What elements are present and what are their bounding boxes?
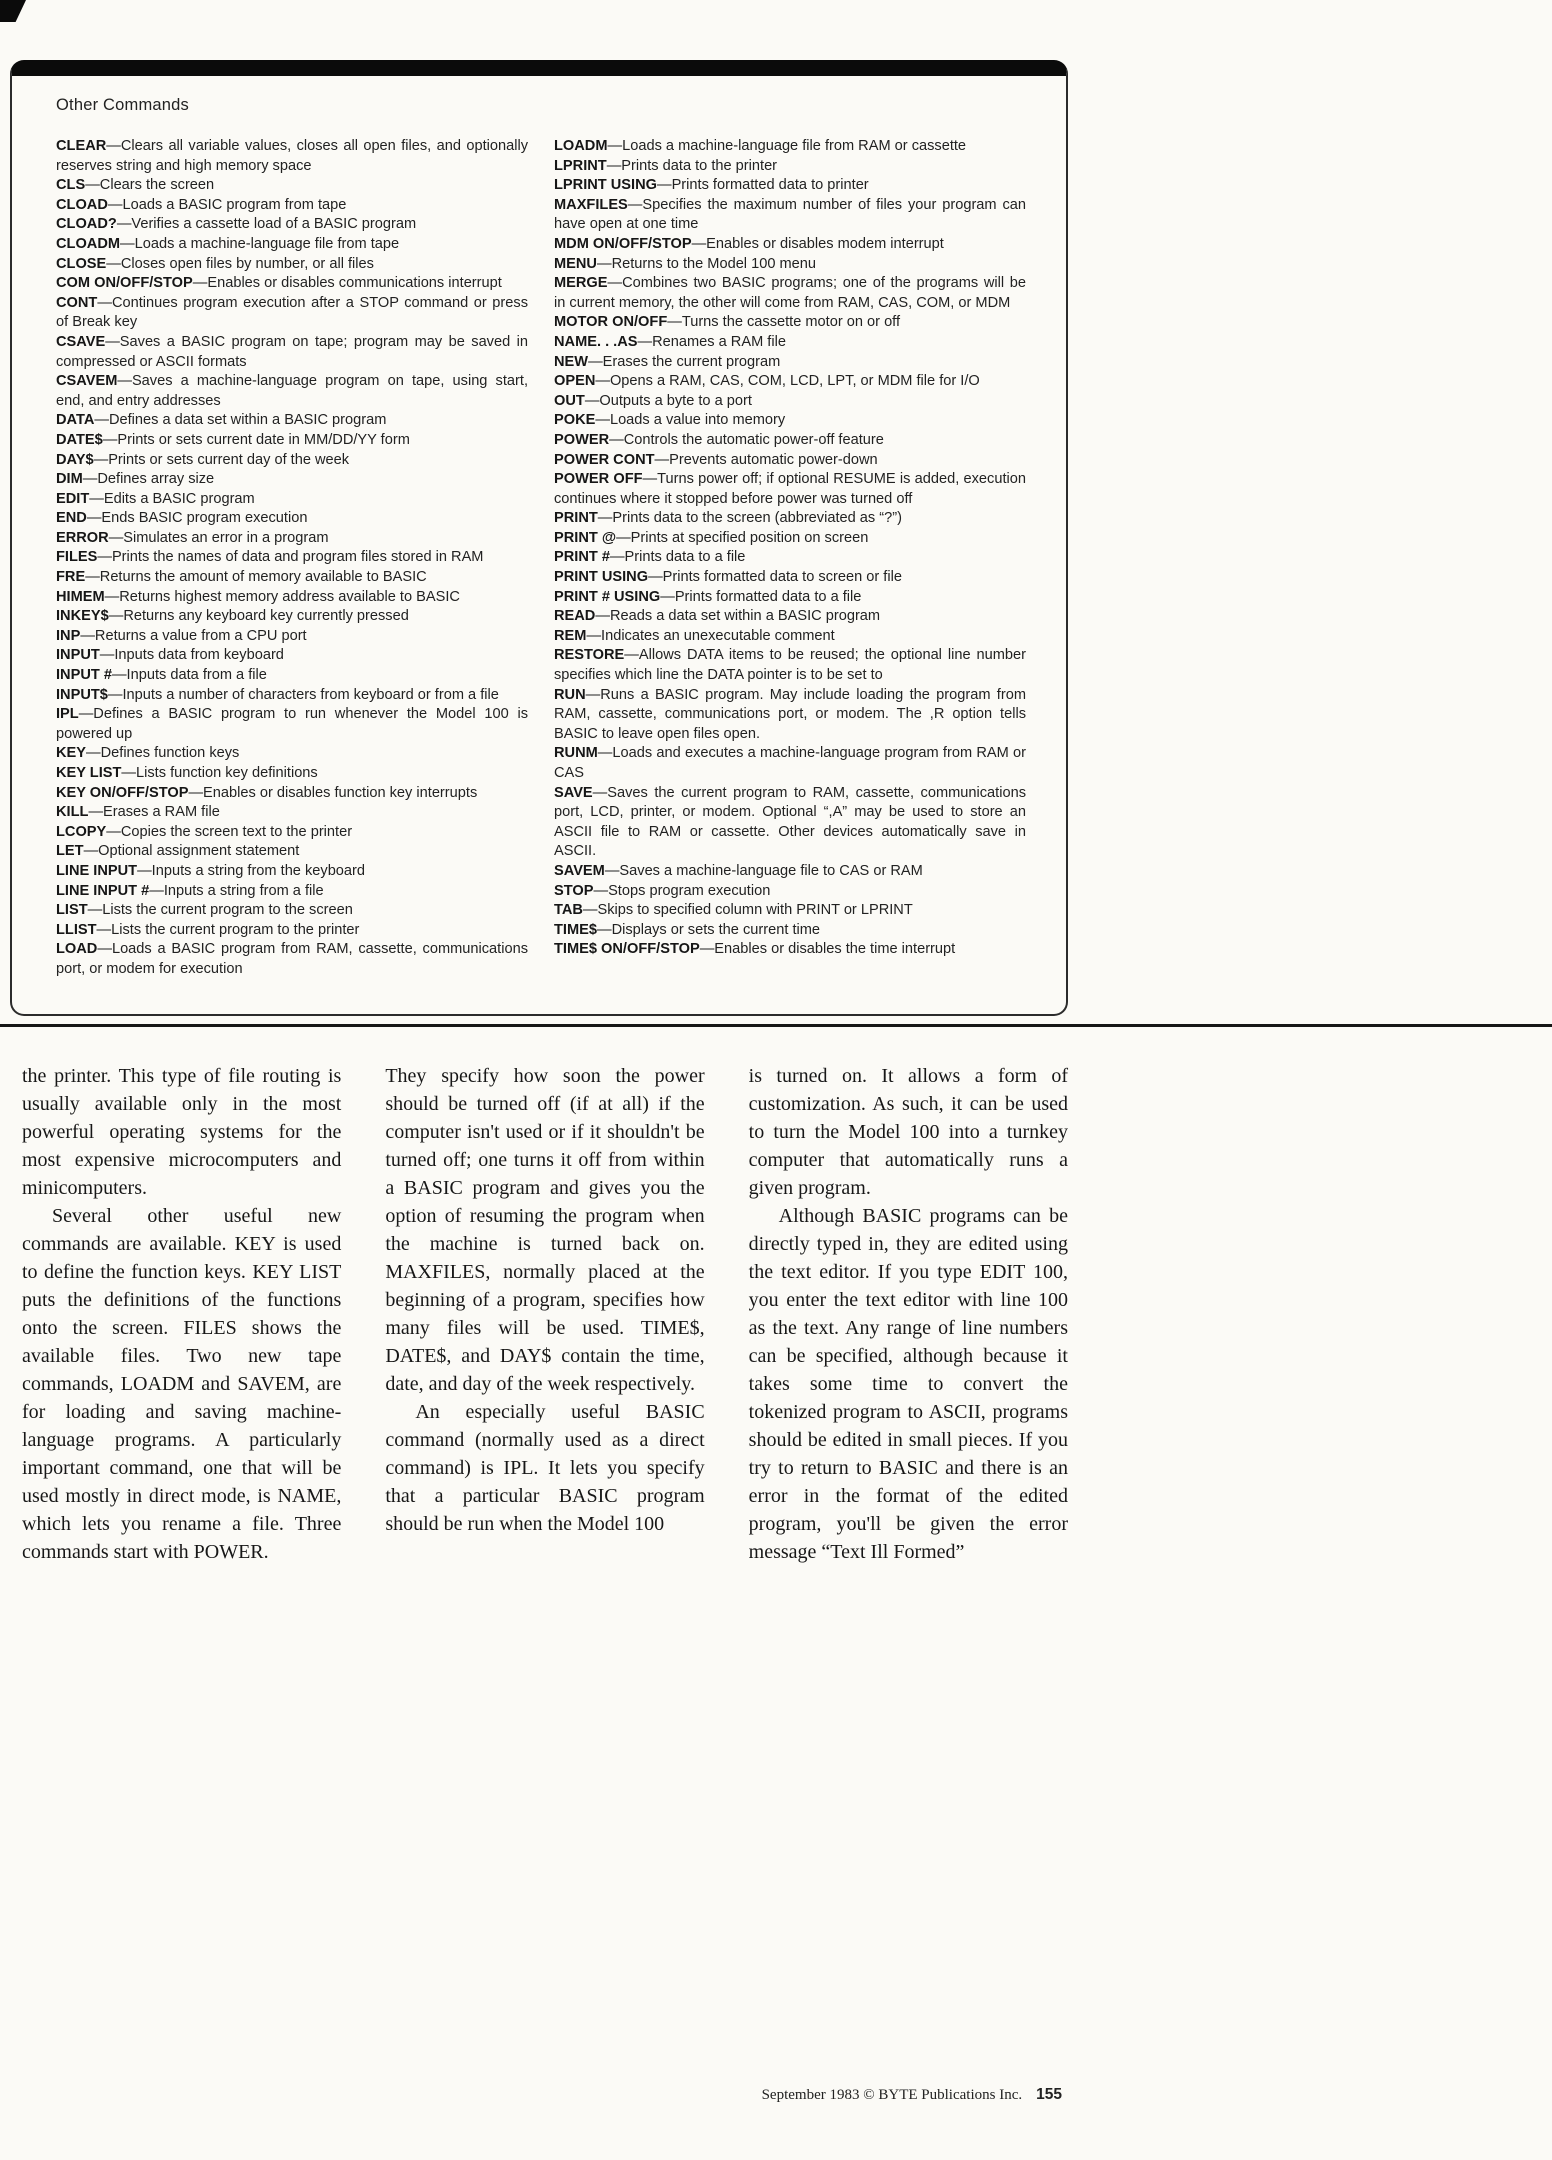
command-description: —Saves a BASIC program on tape; program may be saved in compressed or ASCII formats <box>56 333 528 370</box>
command-description: —Returns highest memory address available to BASIC <box>104 588 460 605</box>
command-name: RUNM <box>554 745 598 762</box>
command-description: —Prints formatted data to screen or file <box>648 569 902 586</box>
command-entry <box>56 862 528 882</box>
command-name: LCOPY <box>56 823 107 840</box>
command-entry <box>554 607 1026 627</box>
command-description: —Inputs data from keyboard <box>99 647 284 664</box>
command-description: —Skips to specified column with PRINT or LPRINT <box>582 902 913 919</box>
command-name: TAB <box>554 902 583 919</box>
command-entry <box>554 333 1026 353</box>
command-entry <box>56 255 528 275</box>
command-name: CONT <box>56 294 98 311</box>
command-description: —Opens a RAM, CAS, COM, LCD, LPT, or MDM file for I/O <box>595 373 980 390</box>
command-name: KEY <box>56 745 87 762</box>
command-entry <box>554 529 1026 549</box>
command-name: IPL <box>56 706 79 723</box>
command-description: —Loads a machine-language file from RAM or cassette <box>607 138 967 154</box>
command-entry <box>56 451 528 471</box>
command-entry <box>56 901 528 921</box>
command-name: CLEAR <box>56 138 107 154</box>
command-description: —Defines a data set within a BASIC program <box>94 412 387 429</box>
command-name: SAVEM <box>554 862 605 879</box>
command-entry <box>56 509 528 529</box>
command-name: READ <box>554 608 596 625</box>
command-entry <box>56 235 528 255</box>
command-entry <box>56 940 528 979</box>
command-entry <box>56 882 528 902</box>
paragraph: Although BASIC programs can be directly typed in, they are edited using the text editor. If you type EDIT 100, you enter the text editor with line 100 as the text. Any range of line numbers can be specified, although because it takes some time to convert the tokenized program to ASCII, programs should be edited in small pieces. If you try to return to BASIC and there is an error in the format of the edited program, you'll be given the error message “Text Ill Formed” <box>748 1205 1068 1563</box>
command-name: MDM ON/OFF/STOP <box>554 235 692 252</box>
command-name: FRE <box>56 569 86 586</box>
command-description: —Optional assignment statement <box>83 843 300 860</box>
command-name: MOTOR ON/OFF <box>554 314 668 331</box>
command-entry <box>554 921 1026 941</box>
command-entry <box>56 215 528 235</box>
command-entry <box>56 607 528 627</box>
command-entry <box>554 411 1026 431</box>
command-name: DATE$ <box>56 431 103 448</box>
command-description: —Clears the screen <box>85 177 215 194</box>
command-entry <box>554 744 1026 783</box>
command-name: DATA <box>56 412 95 429</box>
command-description: —Prints data to the screen (abbreviated as “?”) <box>597 510 902 527</box>
command-entry <box>56 921 528 941</box>
command-entry <box>56 411 528 431</box>
command-name: HIMEM <box>56 588 105 605</box>
command-description: —Lists the current program to the screen <box>87 902 353 919</box>
command-name: PRINT USING <box>554 569 649 586</box>
command-name: OUT <box>554 392 585 409</box>
command-name: LPRINT USING <box>554 177 657 194</box>
command-list-left <box>56 137 528 980</box>
command-entry <box>554 176 1026 196</box>
command-entry <box>56 548 528 568</box>
command-entry <box>56 333 528 372</box>
command-description: —Enables or disables function key interrupts <box>188 784 478 801</box>
command-description: —Returns the amount of memory available to BASIC <box>85 569 427 586</box>
command-description: —Defines array size <box>82 471 215 488</box>
command-description: —Closes open files by number, or all files <box>106 255 374 272</box>
command-entry <box>56 196 528 216</box>
command-entry <box>554 509 1026 529</box>
scan-artifact <box>0 0 26 22</box>
command-name: POWER OFF <box>554 471 643 488</box>
article-column-2 <box>385 1062 704 1566</box>
command-name: CLS <box>56 177 86 194</box>
paragraph: They specify how soon the power should be turned off (if at all) if the computer isn't used or if it shouldn't be turned off; one turns it off from within a BASIC program and gives you the option of resuming the program when the machine is turned back on. MAXFILES, normally placed at the beginning of a program, specifies how many files will be used. TIME$, DATE$, and DAY$ contain the time, date, and day of the week respectively. <box>385 1065 705 1395</box>
command-description: —Edits a BASIC program <box>89 490 255 507</box>
command-name: COM ON/OFF/STOP <box>56 275 193 292</box>
command-name: RESTORE <box>554 647 625 664</box>
command-description: —Ends BASIC program execution <box>86 510 308 527</box>
command-list-right <box>554 137 1026 980</box>
command-description: —Renames a RAM file <box>637 333 786 350</box>
command-name: POKE <box>554 412 596 429</box>
command-entry <box>554 882 1026 902</box>
command-name: MENU <box>554 255 597 272</box>
command-description: —Loads a value into memory <box>595 412 786 429</box>
paragraph: the printer. This type of file routing is usually available only in the most powerful operating systems for the most expensive microcomputers and minicomputers. <box>22 1065 342 1199</box>
command-name: PRINT # <box>554 549 610 566</box>
section-divider <box>0 1024 1552 1027</box>
command-entry <box>56 784 528 804</box>
command-name: OPEN <box>554 373 596 390</box>
command-description: —Controls the automatic power-off feature <box>609 431 884 448</box>
command-entry <box>554 470 1026 509</box>
command-entry <box>554 784 1026 862</box>
paragraph: Several other useful new commands are available. KEY is used to define the function keys. KEY LIST puts the definitions of the functions onto the screen. FILES shows the available files. Two new tape commands, LOADM and SAVEM, are for loading and saving machine-language programs. A particularly important command, one that will be used mostly in direct mode, is NAME, which lets you rename a file. Three commands start with POWER. <box>22 1205 342 1563</box>
footer-text: September 1983 © BYTE Publications Inc. <box>761 2087 1023 2103</box>
command-description: —Continues program execution after a STOP command or press of Break key <box>56 294 528 331</box>
command-entry <box>554 568 1026 588</box>
command-name: CLOADM <box>56 235 121 252</box>
command-description: —Inputs a string from a file <box>149 882 324 899</box>
command-description: —Inputs data from a file <box>111 667 267 684</box>
paragraph: is turned on. It allows a form of customization. As such, it can be used to turn the Model 100 into a turnkey computer that automatically runs a given program. <box>748 1065 1068 1199</box>
command-entry <box>554 372 1026 392</box>
command-entry <box>554 137 1026 157</box>
command-entry <box>554 588 1026 608</box>
command-entry <box>554 313 1026 333</box>
command-entry <box>56 842 528 862</box>
command-description: —Turns the cassette motor on or off <box>667 314 901 331</box>
command-name: LPRINT <box>554 157 607 174</box>
command-description: —Saves a machine-language file to CAS or RAM <box>604 862 923 879</box>
command-entry <box>56 294 528 333</box>
command-description: —Returns any keyboard key currently pressed <box>108 608 409 625</box>
command-name: LOAD <box>56 941 98 958</box>
command-name: KEY LIST <box>56 765 122 781</box>
command-description: —Saves a machine-language program on tape, using start, end, and entry addresses <box>56 373 528 409</box>
command-description: —Lists function key definitions <box>121 765 318 781</box>
command-description: —Saves the current program to RAM, cassette, communications port, LCD, printer, or modem. Optional “,A” may be used to store an ASCII file to RAM or cassette. Other devices automatically save in ASCII. <box>554 784 1026 860</box>
command-description: —Loads and executes a machine-language program from RAM or CAS <box>554 745 1026 781</box>
command-entry <box>554 255 1026 275</box>
command-entry <box>56 764 528 784</box>
command-name: INPUT # <box>56 667 112 684</box>
page-number: 155 <box>1036 2086 1062 2103</box>
command-entry <box>56 137 528 176</box>
command-name: NAME. . .AS <box>554 333 638 350</box>
command-name: TIME$ ON/OFF/STOP <box>554 941 700 958</box>
command-name: DAY$ <box>56 451 94 468</box>
command-entry <box>56 666 528 686</box>
command-description: —Stops program execution <box>593 882 771 899</box>
command-description: —Inputs a string from the keyboard <box>137 862 366 879</box>
command-name: RUN <box>554 686 586 703</box>
command-description: —Specifies the maximum number of files your program can have open at one time <box>554 196 1026 233</box>
command-description: —Prints or sets current day of the week <box>93 451 350 468</box>
panel-heading: Other Commands <box>56 96 190 114</box>
command-description: —Clears all variable values, closes all open files, and optionally reserves string and high memory space <box>56 138 528 174</box>
command-name: SAVE <box>554 784 593 801</box>
command-description: —Prints formatted data to printer <box>656 177 869 194</box>
command-entry <box>56 823 528 843</box>
command-name: INKEY$ <box>56 608 109 625</box>
command-entry <box>56 176 528 196</box>
command-description: —Defines a BASIC program to run whenever the Model 100 is powered up <box>56 706 528 742</box>
command-name: LIST <box>56 902 88 919</box>
command-description: —Turns power off; if optional RESUME is added, execution continues where it stopped before power was turned off <box>554 471 1026 507</box>
command-description: —Enables or disables the time interrupt <box>699 941 956 958</box>
command-entry <box>56 686 528 706</box>
command-name: CSAVE <box>56 333 106 350</box>
command-name: MERGE <box>554 275 608 292</box>
command-description: —Prints at specified position on screen <box>616 529 869 546</box>
command-entry <box>554 235 1026 255</box>
command-name: INP <box>56 627 81 644</box>
command-description: —Prints or sets current date in MM/DD/YY form <box>102 431 410 448</box>
command-name: LINE INPUT # <box>56 882 150 899</box>
command-name: POWER <box>554 431 610 448</box>
command-name: REM <box>554 627 587 644</box>
command-description: —Loads a BASIC program from tape <box>107 196 347 213</box>
command-name: LLIST <box>56 921 97 938</box>
command-name: LOADM <box>554 138 608 154</box>
command-name: CLOAD <box>56 196 108 213</box>
command-description: —Prints the names of data and program files stored in RAM <box>97 549 484 566</box>
command-name: PRINT # USING <box>554 588 661 605</box>
command-entry <box>554 862 1026 882</box>
command-description: —Indicates an unexecutable comment <box>586 627 835 644</box>
command-name: NEW <box>554 353 589 370</box>
command-entry <box>554 901 1026 921</box>
command-name: CSAVEM <box>56 373 118 390</box>
command-description: —Returns to the Model 100 menu <box>596 255 817 272</box>
command-name: DIM <box>56 471 83 488</box>
command-entry <box>554 627 1026 647</box>
command-description: —Displays or sets the current time <box>596 921 821 938</box>
command-entry <box>56 431 528 451</box>
command-entry <box>554 451 1026 471</box>
command-entry <box>56 744 528 764</box>
article-body <box>22 1062 1068 1566</box>
command-description: —Prints data to the printer <box>606 157 778 174</box>
command-name: POWER CONT <box>554 451 655 468</box>
command-name: KEY ON/OFF/STOP <box>56 784 189 801</box>
command-entry <box>56 274 528 294</box>
command-name: PRINT <box>554 510 598 527</box>
paragraph: An especially useful BASIC command (normally used as a direct command) is IPL. It lets you specify that a particular BASIC program should be run when the Model 100 <box>385 1401 705 1535</box>
command-name: INPUT <box>56 647 100 664</box>
command-entry <box>554 686 1026 745</box>
command-entry <box>56 470 528 490</box>
command-description: —Prints formatted data to a file <box>660 588 862 605</box>
command-entry <box>56 490 528 510</box>
command-description: —Outputs a byte to a port <box>584 392 752 409</box>
command-description: —Lists the current program to the printer <box>96 921 360 938</box>
command-name: EDIT <box>56 490 90 507</box>
command-name: MAXFILES <box>554 196 628 213</box>
command-columns <box>56 137 1026 980</box>
command-description: —Verifies a cassette load of a BASIC program <box>116 216 417 233</box>
command-entry <box>56 627 528 647</box>
command-entry <box>554 548 1026 568</box>
command-name: CLOAD? <box>56 216 117 233</box>
command-description: —Loads a BASIC program from RAM, cassette, communications port, or modem for execution <box>56 941 528 977</box>
command-name: LINE INPUT <box>56 862 138 879</box>
article-column-3 <box>749 1062 1068 1566</box>
command-entry <box>56 372 528 411</box>
command-name: CLOSE <box>56 255 107 272</box>
command-entry <box>554 431 1026 451</box>
article-column-1 <box>22 1062 341 1566</box>
command-description: —Erases the current program <box>588 353 781 370</box>
command-name: END <box>56 510 87 527</box>
command-entry <box>56 646 528 666</box>
command-description: —Defines function keys <box>86 745 240 762</box>
command-description: —Allows DATA items to be reused; the optional line number specifies which line the DATA pointer is to be set to <box>554 647 1026 684</box>
command-description: —Prints data to a file <box>609 549 746 566</box>
command-name: ERROR <box>56 529 109 546</box>
command-entry <box>554 157 1026 177</box>
command-description: —Returns a value from a CPU port <box>80 627 307 644</box>
command-name: KILL <box>56 804 89 821</box>
command-description: —Enables or disables modem interrupt <box>691 235 944 252</box>
command-name: INPUT$ <box>56 686 108 703</box>
command-entry <box>56 705 528 744</box>
command-description: —Simulates an error in a program <box>108 529 329 546</box>
command-description: —Reads a data set within a BASIC program <box>595 608 881 625</box>
command-name: FILES <box>56 549 98 566</box>
commands-panel <box>10 60 1068 1016</box>
command-description: —Inputs a number of characters from keyboard or from a file <box>107 686 499 703</box>
command-description: —Enables or disables communications interrupt <box>192 275 502 292</box>
command-name: TIME$ <box>554 921 597 938</box>
command-entry <box>56 529 528 549</box>
command-description: —Loads a machine-language file from tape <box>120 235 400 252</box>
command-description: —Erases a RAM file <box>88 804 220 821</box>
command-name: STOP <box>554 882 594 899</box>
command-entry <box>56 588 528 608</box>
command-entry <box>554 274 1026 313</box>
command-description: —Copies the screen text to the printer <box>106 823 353 840</box>
command-name: LET <box>56 843 84 860</box>
command-entry <box>56 568 528 588</box>
page-footer <box>762 2086 1062 2104</box>
command-name: PRINT @ <box>554 529 617 546</box>
command-description: —Runs a BASIC program. May include loading the program from RAM, cassette, communications port, or modem. The ,R option tells BASIC to leave open files open. <box>554 686 1026 742</box>
command-entry <box>554 392 1026 412</box>
command-description: —Prevents automatic power-down <box>654 451 878 468</box>
command-description: —Combines two BASIC programs; one of the programs will be in current memory, the other will come from RAM, CAS, COM, or MDM <box>554 275 1026 311</box>
command-entry <box>56 803 528 823</box>
command-entry <box>554 196 1026 235</box>
command-entry <box>554 646 1026 685</box>
command-entry <box>554 353 1026 373</box>
command-entry <box>554 940 1026 960</box>
